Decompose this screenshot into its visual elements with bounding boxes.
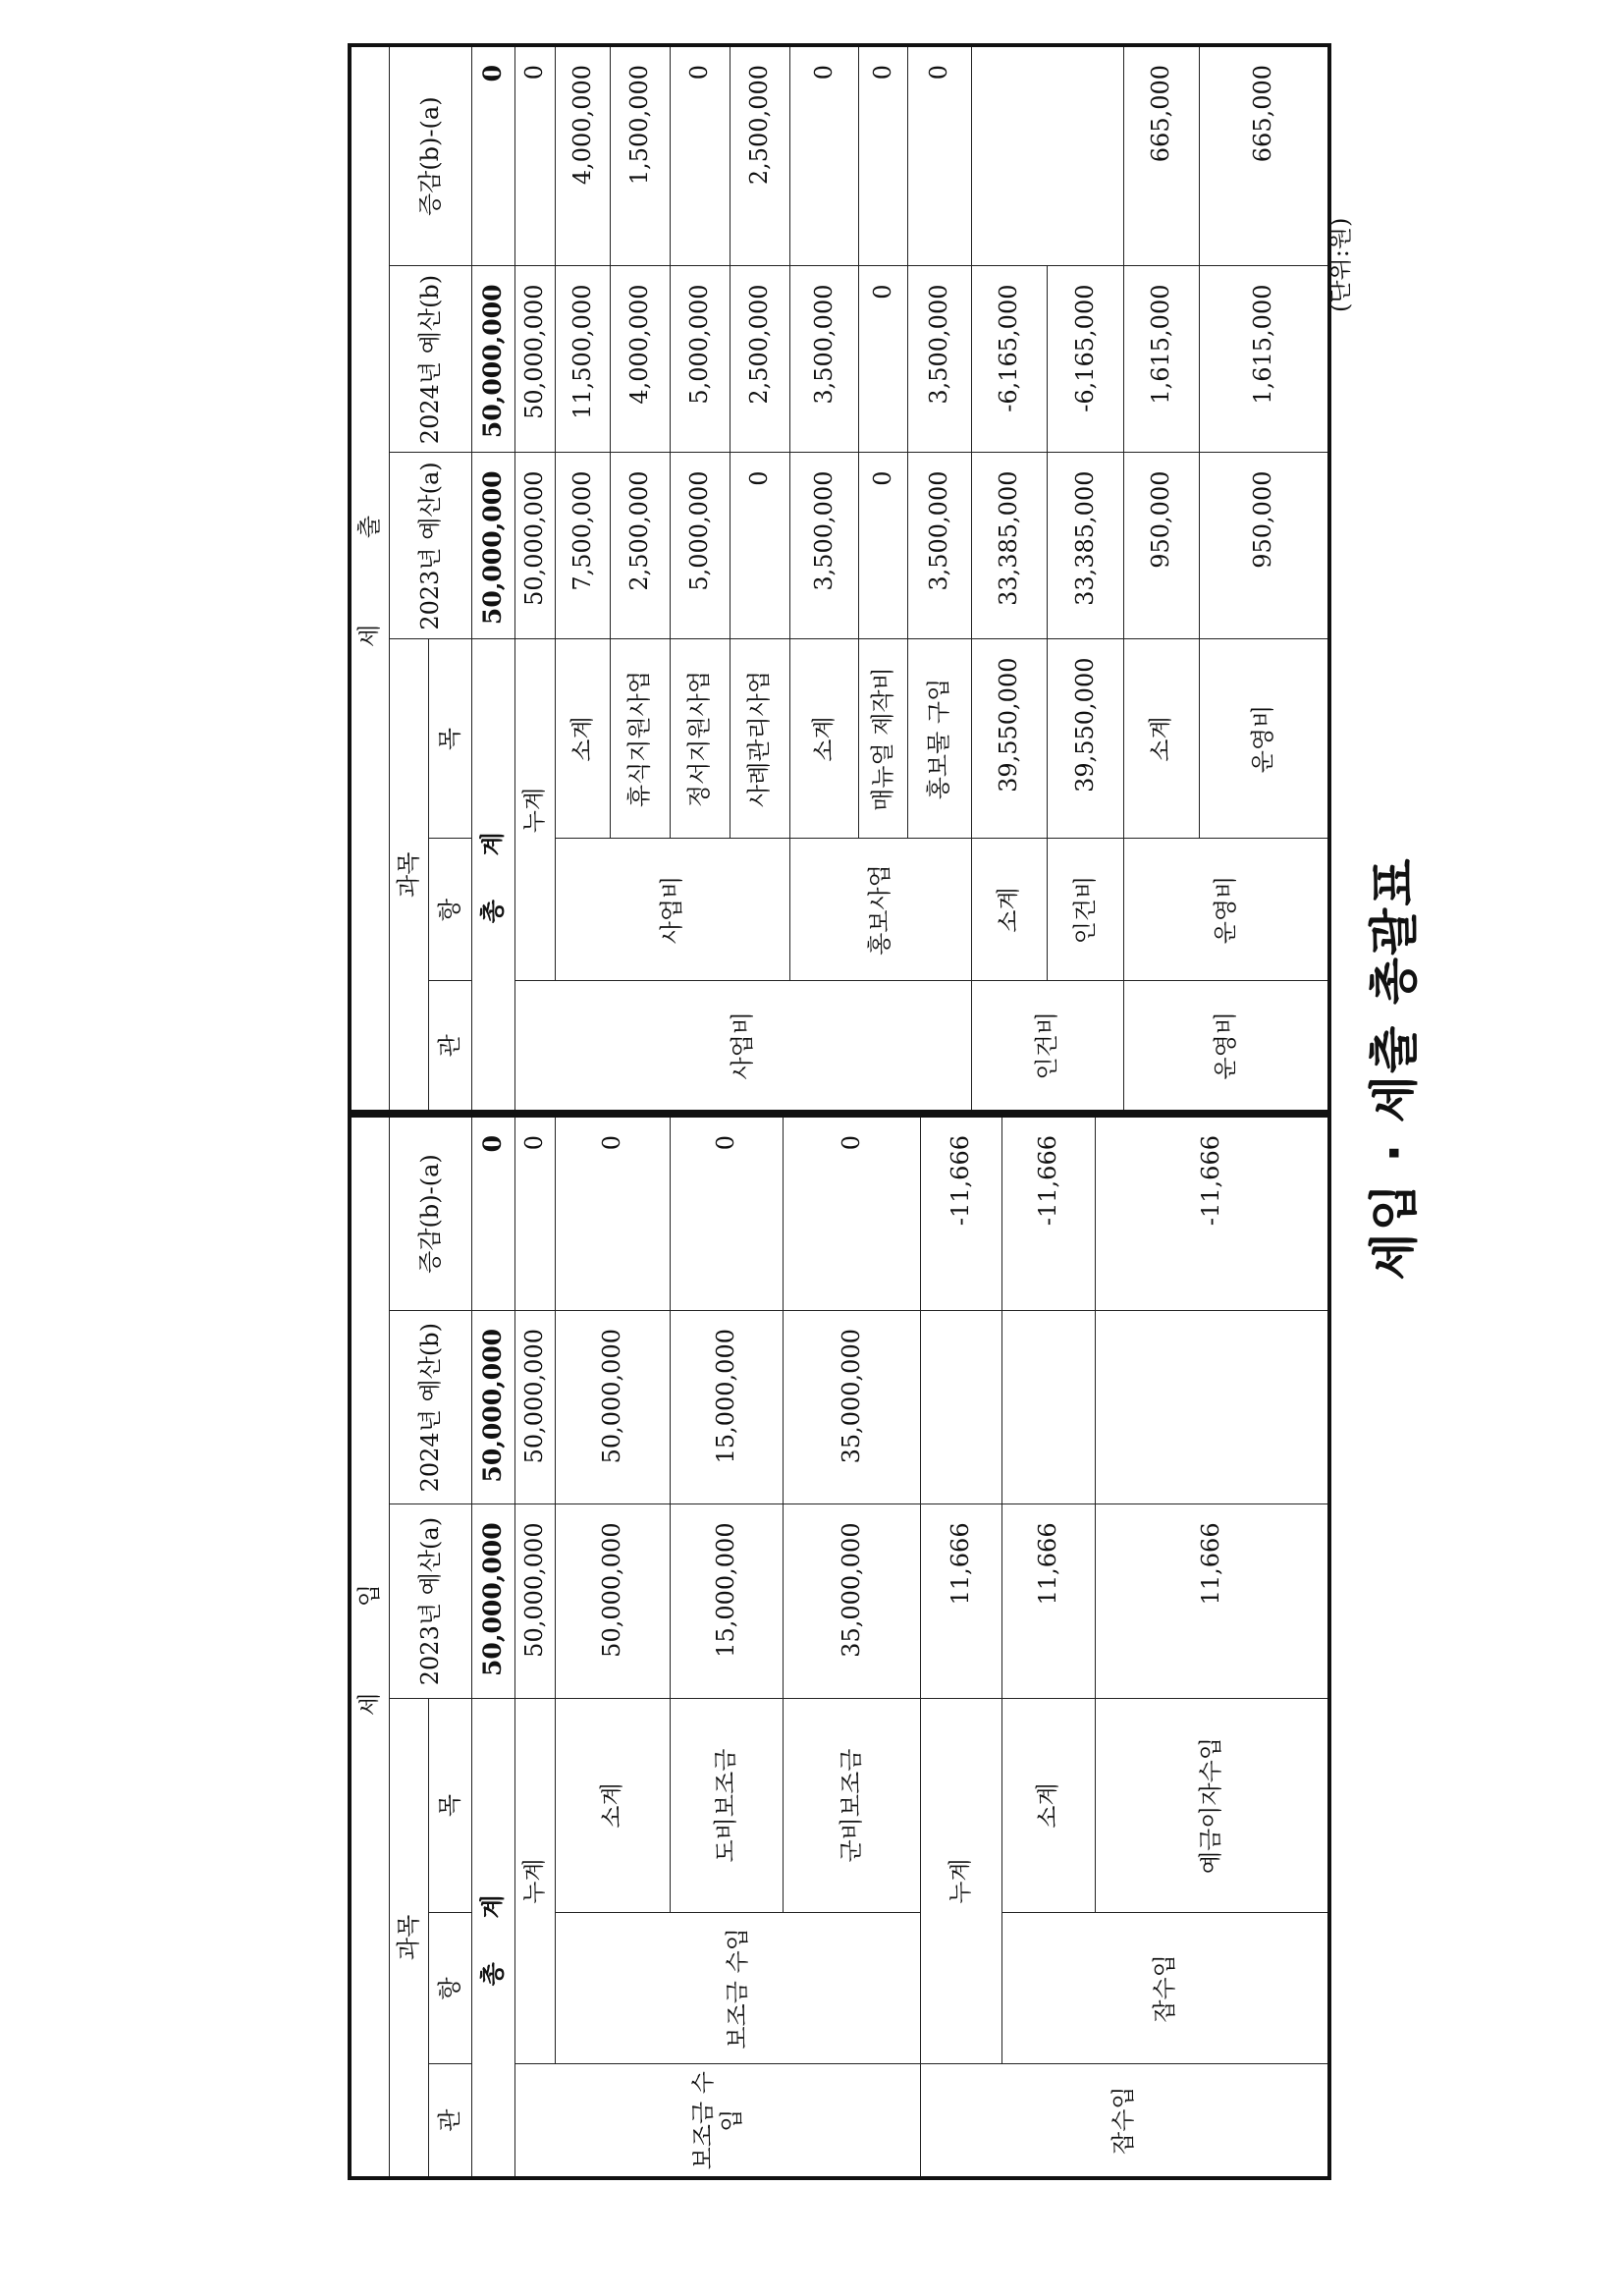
expenditure-mok-cell: 소계 (1123, 639, 1199, 839)
revenue-a-cell: 15,000,000 (670, 1504, 783, 1698)
unit-note: (단위:원) (1326, 217, 1354, 312)
revenue-diff-cell: 0 (783, 1116, 920, 1311)
expenditure-table (348, 43, 1331, 1114)
expenditure-b-cell: 3,500,000 (907, 266, 971, 453)
revenue-gwan-header: 관 (428, 2064, 471, 2178)
expenditure-hang-cell: 운영비 (1123, 839, 1329, 981)
expenditure-diff-cell: 0 (907, 45, 971, 266)
revenue-col-b-header: 2024년 예산(b) (389, 1311, 471, 1504)
expenditure-a-cell: 0 (730, 453, 789, 639)
expenditure-b-cell: 1,615,000 (1123, 266, 1199, 453)
revenue-a-cell: 35,000,000 (783, 1504, 920, 1698)
revenue-total-diff: 0 (471, 1116, 514, 1311)
expenditure-gwan-cell: 사업비 (514, 981, 971, 1112)
revenue-total-a: 50,000,000 (471, 1504, 514, 1698)
revenue-a-cell: 11,666 (1001, 1504, 1095, 1698)
revenue-total-b: 50,000,000 (471, 1311, 514, 1504)
expenditure-mok-cell: 소계 (789, 639, 858, 839)
expenditure-mok-cell: 누계 (514, 639, 555, 981)
revenue-b-cell: 50,000,000 (555, 1311, 670, 1504)
revenue-b-cell: 15,000,000 (670, 1311, 783, 1504)
revenue-gwan-cell: 잡수입 (920, 2064, 1329, 2178)
expenditure-diff-cell: 1,500,000 (610, 45, 670, 266)
expenditure-mok-header: 목 (428, 639, 471, 839)
expenditure-mok-cell: 휴식지원사업 (610, 639, 670, 839)
expenditure-a-cell: 3,500,000 (789, 453, 858, 639)
expenditure-col-b-header: 2024년 예산(b) (389, 266, 471, 453)
expenditure-diff-cell: 4,000,000 (555, 45, 610, 266)
expenditure-mok-cell: 사례관리사업 (730, 639, 789, 839)
revenue-mok-cell: 누계 (920, 1698, 1001, 2064)
expenditure-b-cell: 0 (858, 266, 907, 453)
revenue-col-a-header: 2023년 예산(a) (389, 1504, 471, 1698)
expenditure-a-cell: 2,500,000 (610, 453, 670, 639)
revenue-diff-cell: -11,666 (1095, 1116, 1329, 1311)
expenditure-b-cell: 2,500,000 (730, 266, 789, 453)
expenditure-total-diff: 0 (471, 45, 514, 266)
revenue-subject-header: 과목 (389, 1698, 428, 2178)
revenue-section-header: 세 입 (350, 1116, 389, 2178)
revenue-gwan-cell: 보조금 수입 (514, 2064, 920, 2178)
expenditure-a-cell: 0 (858, 453, 907, 639)
revenue-a-cell: 11,666 (920, 1504, 1001, 1698)
expenditure-b-cell: 4,000,000 (610, 266, 670, 453)
revenue-col-diff-header: 증감(b)-(a) (389, 1116, 471, 1311)
expenditure-a-cell: 39,550,000 (1047, 639, 1123, 839)
revenue-mok-header: 목 (428, 1698, 471, 1913)
expenditure-gwan-header: 관 (428, 981, 471, 1112)
expenditure-b-cell: 50,000,000 (514, 266, 555, 453)
expenditure-mok-cell: 운영비 (1199, 639, 1329, 839)
revenue-a-cell: 50,000,000 (514, 1504, 555, 1698)
expenditure-mok-cell: 인건비 (1047, 839, 1123, 981)
expenditure-a-cell: 39,550,000 (971, 639, 1047, 839)
expenditure-diff-cell: 0 (670, 45, 730, 266)
revenue-mok-cell: 소계 (555, 1698, 670, 1913)
expenditure-diff-cell: 2,500,000 (730, 45, 789, 266)
revenue-hang-cell: 보조금 수입 (555, 1913, 920, 2064)
revenue-diff-cell: 0 (514, 1116, 555, 1311)
expenditure-a-cell: 950,000 (1123, 453, 1199, 639)
revenue-diff-cell: -11,666 (920, 1116, 1001, 1311)
expenditure-b-cell: 5,000,000 (670, 266, 730, 453)
revenue-table (348, 1114, 1331, 2180)
revenue-total-label: 총 계 (471, 1698, 514, 2178)
expenditure-b-cell: 11,500,000 (555, 266, 610, 453)
expenditure-hang-cell: 인건비 (971, 981, 1123, 1112)
revenue-mok-cell: 도비보조금 (670, 1698, 783, 1913)
revenue-b-cell: 35,000,000 (783, 1311, 920, 1504)
expenditure-mok-cell: 매뉴얼 제작비 (858, 639, 907, 839)
revenue-mok-cell: 소계 (1001, 1698, 1095, 1913)
expenditure-hang-cell: 사업비 (555, 839, 789, 981)
expenditure-diff-cell: 665,000 (1199, 45, 1329, 266)
revenue-b-cell (1095, 1311, 1329, 1504)
revenue-mok-cell: 누계 (514, 1698, 555, 2064)
expenditure-diff-cell: 665,000 (1123, 45, 1199, 266)
revenue-b-cell (920, 1311, 1001, 1504)
expenditure-gwan-cell: 운영비 (1123, 981, 1329, 1112)
expenditure-b-cell: 33,385,000 (971, 453, 1047, 639)
expenditure-diff-cell: 0 (514, 45, 555, 266)
expenditure-hang-header: 항 (428, 839, 471, 981)
expenditure-a-cell: 5,000,000 (670, 453, 730, 639)
expenditure-subject-header: 과목 (389, 639, 428, 1112)
expenditure-diff-cell: 0 (789, 45, 858, 266)
revenue-mok-cell: 군비보조금 (783, 1698, 920, 1913)
page-title: 세입 · 세출 총괄표 (1366, 856, 1423, 1281)
expenditure-a-cell: 7,500,000 (555, 453, 610, 639)
expenditure-total-a: 50,000,000 (471, 453, 514, 639)
revenue-diff-cell: -11,666 (1001, 1116, 1095, 1311)
revenue-hang-cell: 잡수입 (1001, 1913, 1329, 2064)
expenditure-mok-cell: 소계 (555, 639, 610, 839)
revenue-diff-cell: 0 (670, 1116, 783, 1311)
revenue-hang-header: 항 (428, 1913, 471, 2064)
revenue-b-cell (1001, 1311, 1095, 1504)
expenditure-mok-cell: 정서지원사업 (670, 639, 730, 839)
expenditure-section-header: 세 출 (350, 45, 389, 1112)
expenditure-col-a-header: 2023년 예산(a) (389, 453, 471, 639)
revenue-diff-cell: 0 (555, 1116, 670, 1311)
expenditure-mok-cell: 홍보물 구입 (907, 639, 971, 839)
expenditure-diff-cell: -6,165,000 (1047, 266, 1123, 453)
revenue-a-cell: 11,666 (1095, 1504, 1329, 1698)
expenditure-mok-cell: 소계 (971, 839, 1047, 981)
expenditure-b-cell: 1,615,000 (1199, 266, 1329, 453)
expenditure-total-b: 50,000,000 (471, 266, 514, 453)
expenditure-diff-cell: 0 (858, 45, 907, 266)
expenditure-col-diff-header: 증감(b)-(a) (389, 45, 471, 266)
expenditure-b-cell: 3,500,000 (789, 266, 858, 453)
expenditure-hang-cell: 홍보사업 (789, 839, 971, 981)
expenditure-diff-cell: -6,165,000 (971, 266, 1047, 453)
expenditure-a-cell: 3,500,000 (907, 453, 971, 639)
revenue-a-cell: 50,000,000 (555, 1504, 670, 1698)
expenditure-b-cell: 33,385,000 (1047, 453, 1123, 639)
revenue-mok-cell: 예금이자수입 (1095, 1698, 1329, 1913)
revenue-b-cell: 50,000,000 (514, 1311, 555, 1504)
expenditure-total-label: 총 계 (471, 639, 514, 1112)
expenditure-a-cell: 50,000,000 (514, 453, 555, 639)
expenditure-a-cell: 950,000 (1199, 453, 1329, 639)
